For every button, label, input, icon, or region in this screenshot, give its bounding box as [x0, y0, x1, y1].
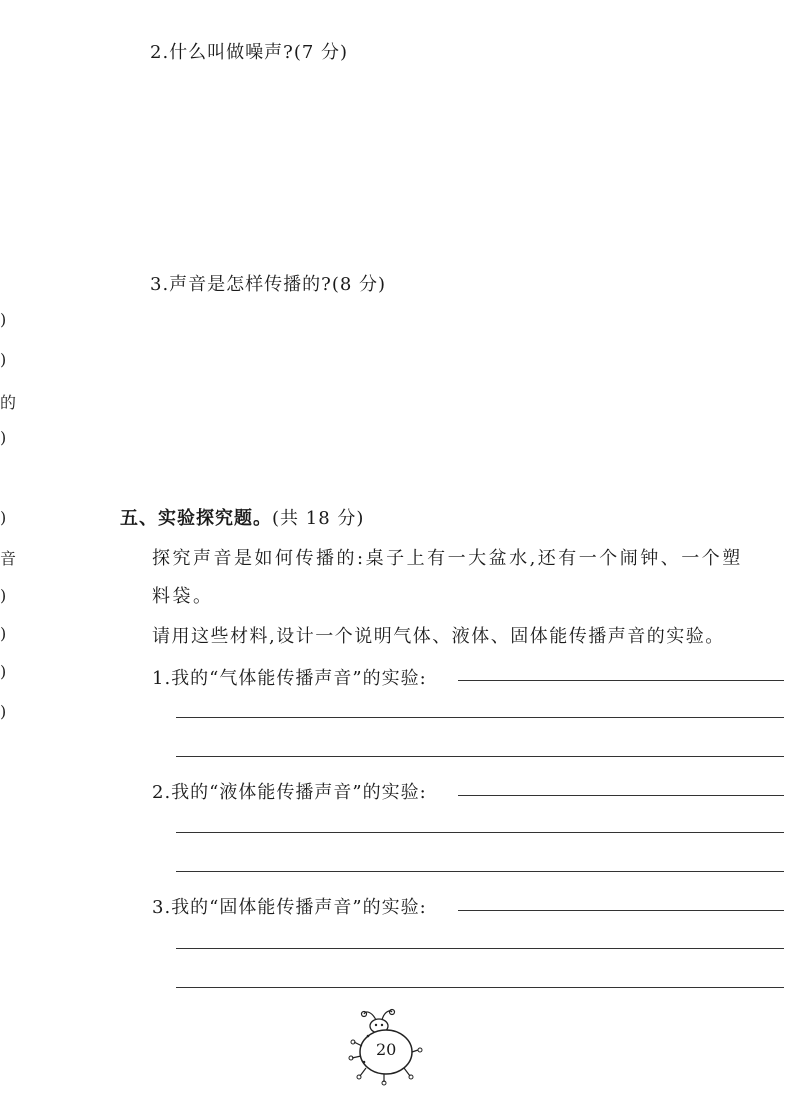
- experiment-solid-label: 3.我的“固体能传播声音”的实验:: [152, 897, 427, 918]
- section-5-title-score: (共 18 分): [272, 508, 365, 529]
- margin-mark: ): [0, 586, 7, 605]
- answer-line[interactable]: [176, 717, 784, 718]
- answer-line[interactable]: [458, 680, 784, 681]
- answer-line[interactable]: [458, 910, 784, 911]
- question-3-sound-propagation: 3.声音是怎样传播的?(8 分): [150, 274, 387, 295]
- question-2-noise: 2.什么叫做噪声?(7 分): [150, 42, 349, 63]
- experiment-gas-label: 1.我的“气体能传播声音”的实验:: [152, 668, 427, 689]
- margin-mark: ): [0, 702, 7, 721]
- margin-mark: ): [0, 508, 7, 527]
- margin-mark: ): [0, 428, 7, 447]
- answer-line[interactable]: [458, 795, 784, 796]
- answer-line[interactable]: [176, 832, 784, 833]
- section-5-intro-line-2: 料袋。: [152, 586, 214, 607]
- answer-line[interactable]: [176, 871, 784, 872]
- margin-mark: ): [0, 350, 7, 369]
- page-number: 20: [376, 1040, 397, 1059]
- margin-mark: ): [0, 624, 7, 643]
- answer-line[interactable]: [176, 756, 784, 757]
- margin-mark: ): [0, 310, 7, 329]
- margin-mark: 音: [0, 549, 17, 568]
- experiment-liquid-label: 2.我的“液体能传播声音”的实验:: [152, 782, 427, 803]
- margin-mark: 的: [0, 393, 17, 412]
- answer-line[interactable]: [176, 987, 784, 988]
- answer-line[interactable]: [176, 948, 784, 949]
- section-5-intro-line-1: 探究声音是如何传播的:桌子上有一大盆水,还有一个闹钟、一个塑: [152, 548, 743, 569]
- section-5-instruction: 请用这些材料,设计一个说明气体、液体、固体能传播声音的实验。: [152, 626, 725, 647]
- margin-mark: ): [0, 662, 7, 681]
- section-5-title-bold: 五、实验探究题。: [120, 508, 272, 529]
- section-5-title: [120, 504, 364, 530]
